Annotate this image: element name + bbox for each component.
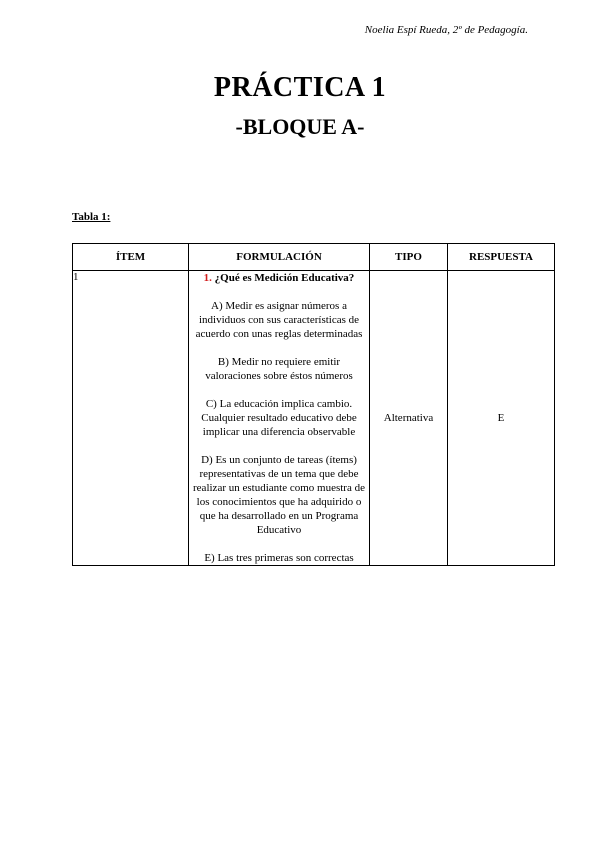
option-b: B) Medir no requiere emitir valoraciones sobre éstos números [205,356,353,382]
items-table [72,243,555,566]
respuesta-cell: E [448,271,555,566]
table-header-row [73,244,555,271]
option-a: A) Medir es asignar números a individuos con sus características de acuerdo con unas reglas determinadas [195,300,363,340]
option-c: C) La educación implica cambio. Cualquier resultado educativo debe implicar una diferencia observable [201,398,357,438]
page-subtitle: -BLOQUE A- [235,114,365,139]
formulacion-cell [189,271,370,566]
question-number: 1. [203,272,212,284]
item-number-cell: 1 [73,271,189,566]
header-item: ÍTEM [73,244,189,271]
option-e: E) Las tres primeras son correctas [204,552,354,564]
question-text: ¿Qué es Medición Educativa? [214,272,355,284]
table-row [73,271,555,566]
table-label: Tabla 1: [72,211,111,223]
author-header: Noelia Espí Rueda, 2º de Pedagogía. [364,24,528,36]
page-title: PRÁCTICA 1 [213,72,387,103]
header-formulacion: FORMULACIÓN [189,244,370,271]
tipo-cell: Alternativa [370,271,448,566]
header-tipo: TIPO [370,244,448,271]
question-line [189,271,369,285]
option-d: D) Es un conjunto de tareas (ítems) representativas de un tema que debe realizar un estudiante como muestra de los conocimientos que ha adquirido o que ha desarrollado en un Programa Educativo [193,454,365,536]
header-respuesta: RESPUESTA [448,244,555,271]
